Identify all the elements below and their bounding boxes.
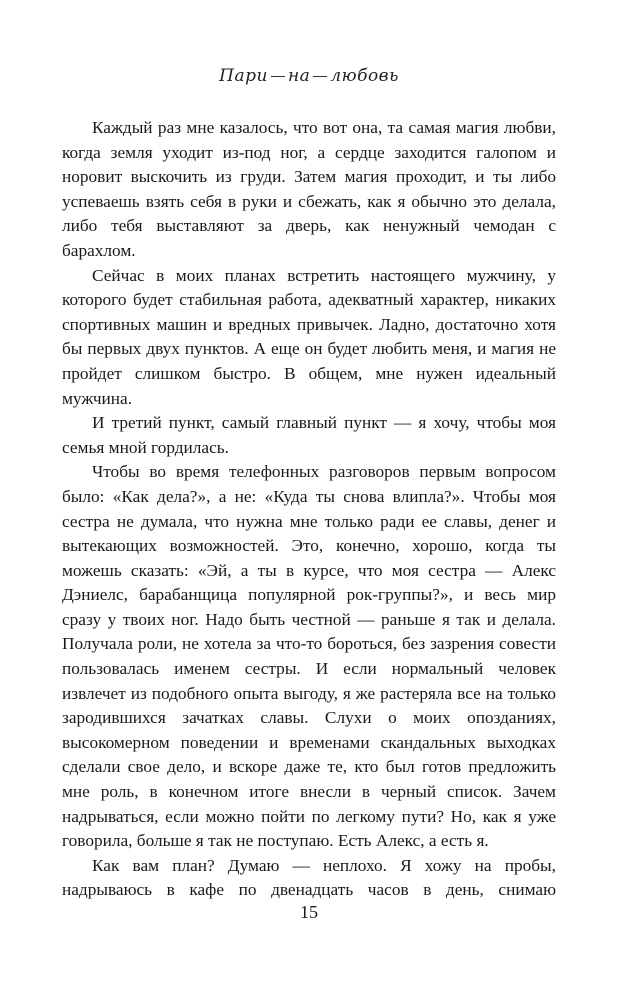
paragraph: Чтобы во время телефонных разговоров первым вопросом было: «Как дела?», а не: «Куда ты снова влипла?». Чтобы моя сестра не думала, что нужна мне только ради ее славы, денег и вытекающих возможностей. Это, конечно, хорошо, когда ты можешь сказать: «Эй, а ты в курсе, что моя сестра — Алекс Дэниелс, барабанщица популярной рок-группы?», и весь мир сразу у твоих ног. Надо быть честной — раньше я так и делала. Получала роли, не хотела за что-то бороться, без зазрения совести пользовалась именем сестры. И если нормальный человек извлечет из подобного опыта выгоду, я же растеряла все на только зародившихся зачатках славы. Слухи о моих опозданиях, высокомерном поведении и временами скандальных выходках сделали свое дело, и вскоре даже те, кто был готов предложить мне роль, в конечном итоге внесли в черный список. Зачем надрываться, если можно пойти по легкому пути? Но, как я уже говорила, больше я так не поступаю. Есть Алекс, а есть я. — [62, 462, 556, 851]
paragraph: И третий пункт, самый главный пункт — я хочу, чтобы моя семья мной гордилась. — [62, 413, 556, 457]
flourish-connector-icon — [313, 76, 327, 77]
paragraph: Сейчас в моих планах встретить настоящего мужчину, у которого будет стабильная работа, адекватный характер, никаких спортивных машин и вредных привычек. Ладно, достаточно хотя бы первых двух пунктов. А еще он будет любить меня, и магия не пройдет слишком быстро. В общем, мне нужен идеальный мужчина. — [62, 265, 556, 408]
running-head — [0, 66, 618, 86]
paragraph: Каждый раз мне казалось, что вот она, та самая магия любви, когда земля уходит из-под ног, а сердце заходится галопом и норовит выскочить из груди. Затем магия проходит, и ты либо успеваешь взять себя в руки и сбежать, как я обычно это делала, либо тебя выставляют за дверь, как ненужный чемодан с барахлом. — [62, 118, 556, 260]
running-head-word-1: Пари — [219, 66, 268, 86]
paragraph: Как вам план? Думаю — неплохо. Я хожу на пробы, надрываюсь в кафе по двенадцать часов в день, снимаю — [62, 855, 556, 900]
page-number: 15 — [300, 902, 318, 922]
flourish-connector-icon — [271, 76, 285, 77]
running-head-word-3: любовь — [330, 66, 399, 86]
running-head-word-2: на — [287, 66, 311, 86]
body-text — [62, 116, 556, 903]
